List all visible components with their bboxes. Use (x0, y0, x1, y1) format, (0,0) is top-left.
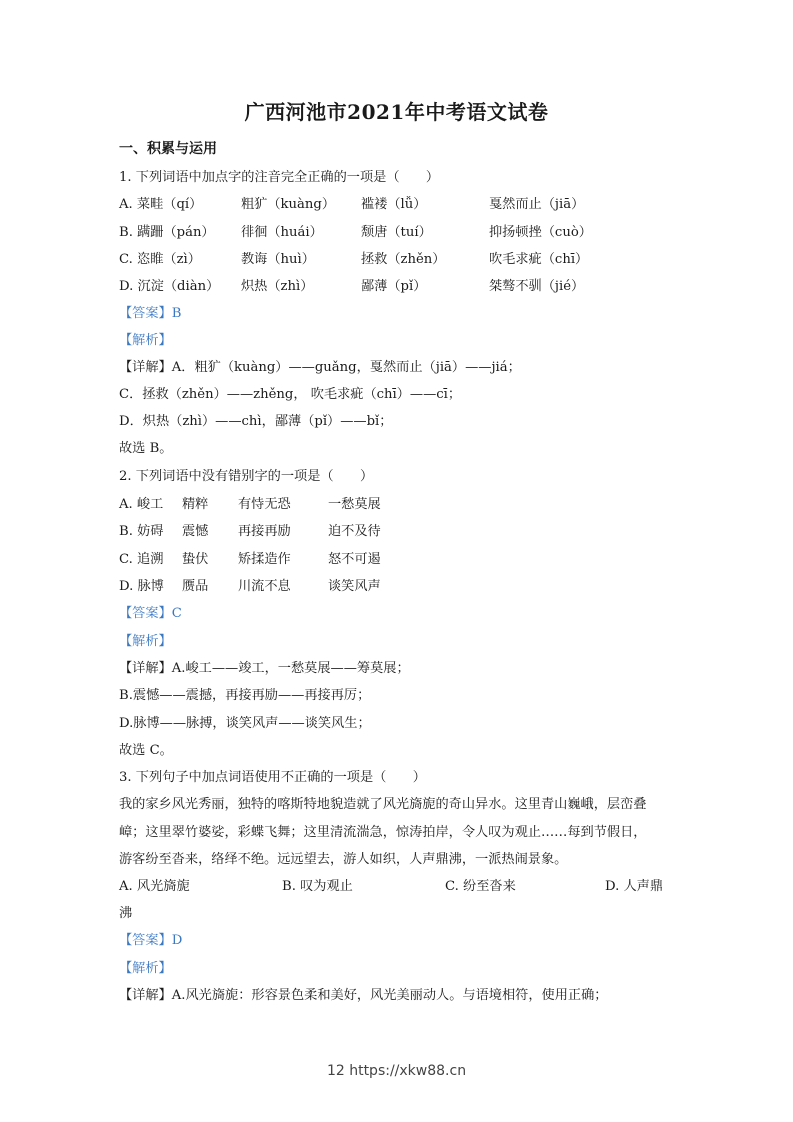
q3-passage-2: 嶂；这里翠竹婆娑，彩蝶飞舞；这里清流湍急，惊涛拍岸，令人叹为观止……每到节假日， (119, 825, 647, 840)
q1-option-c (119, 249, 679, 271)
q3-detail-1: 【详解】A.风光旖旎：形容景色柔和美好，风光美丽动人。与语境相符，使用正确； (119, 988, 608, 1003)
q1-b-2: 徘徊（huái） (241, 225, 323, 240)
q1-d-3: 鄙薄（pǐ） (361, 279, 427, 294)
q1-option-d (119, 276, 679, 298)
q1-c-3: 拯救（zhěn） (361, 252, 446, 267)
q3-option-a: A. 风光旖旎 (119, 879, 190, 894)
q2-detail-1: 【详解】A.峻工——竣工，一愁莫展——筹莫展； (119, 661, 410, 676)
q1-answer: 【答案】B (119, 306, 182, 321)
q1-b-3: 颓唐（tuí） (361, 225, 432, 240)
q2-analysis-label: 【解析】 (119, 634, 172, 649)
q1-detail-2: C．拯救（zhěn）——zhěng， 吹毛求疵（chī）——cī； (119, 387, 462, 402)
q2-a-1: A. 峻工 (119, 497, 164, 512)
q1-conclusion: 故选 B。 (119, 441, 173, 456)
q3-option-b: B. 叹为观止 (282, 879, 353, 894)
q1-a-1: A. 菜畦（qí） (119, 197, 203, 212)
q2-option-d (119, 576, 679, 598)
q2-option-a (119, 494, 679, 516)
q2-b-3: 再接再励 (238, 524, 291, 539)
page-title: 广西河池市2021年中考语文试卷 (244, 100, 549, 124)
q2-option-b (119, 521, 679, 543)
q2-b-1: B. 妨碍 (119, 524, 164, 539)
q2-b-2: 震憾 (182, 524, 209, 539)
q3-answer: 【答案】D (119, 933, 183, 948)
q2-d-1: D. 脉博 (119, 579, 164, 594)
q2-d-3: 川流不息 (238, 579, 291, 594)
q2-stem: 2. 下列词语中没有错别字的一项是（ ） (119, 469, 374, 484)
q1-d-1: D. 沉淀（diàn） (119, 279, 220, 294)
q2-d-4: 谈笑风声 (328, 579, 381, 594)
q2-conclusion: 故选 C。 (119, 743, 173, 758)
q2-b-4: 迫不及待 (328, 524, 381, 539)
q2-a-4: 一愁莫展 (328, 497, 381, 512)
q1-option-b (119, 222, 679, 244)
q1-d-4: 桀骜不驯（jié） (489, 279, 585, 294)
q3-passage-3: 游客纷至沓来，络绎不绝。远远望去，游人如织，人声鼎沸，一派热闹景象。 (119, 852, 568, 867)
q1-b-1: B. 蹒跚（pán） (119, 225, 215, 240)
q2-a-3: 有恃无恐 (238, 497, 291, 512)
q3-option-c: C. 纷至沓来 (445, 879, 516, 894)
q2-c-2: 蛰伏 (182, 552, 209, 567)
q1-a-4: 戛然而止（jiā） (489, 197, 585, 212)
q1-d-2: 炽热（zhì） (241, 279, 314, 294)
q2-detail-2: B.震憾——震撼，再接再励——再接再厉； (119, 688, 371, 703)
q3-stem: 3. 下列句子中加点词语使用不正确的一项是（ ） (119, 770, 426, 785)
q1-a-3: 褴褛（lǚ） (361, 197, 427, 212)
q1-detail-1: 【详解】A．粗犷（kuàng）——guǎng，戛然而止（jiā）——jiá； (119, 360, 521, 375)
q1-analysis-label: 【解析】 (119, 333, 172, 348)
q2-c-3: 矫揉造作 (238, 552, 291, 567)
q2-option-c (119, 549, 679, 571)
q2-c-1: C. 追溯 (119, 552, 164, 567)
q3-analysis-label: 【解析】 (119, 961, 172, 976)
q1-option-a (119, 194, 679, 216)
q2-c-4: 怒不可遏 (328, 552, 381, 567)
q3-option-d: D. 人声鼎 (605, 879, 664, 894)
q1-c-4: 吹毛求疵（chī） (489, 252, 589, 267)
q1-c-2: 教诲（huì） (241, 252, 315, 267)
q2-d-2: 赝品 (182, 579, 209, 594)
q1-a-2: 粗犷（kuàng） (241, 197, 336, 212)
q1-b-4: 抑扬顿挫（cuò） (489, 225, 592, 240)
q3-option-d-wrap: 沸 (119, 906, 133, 921)
q1-stem: 1. 下列词语中加点字的注音完全正确的一项是（ ） (119, 170, 440, 185)
page-footer: 12 https://xkw88.cn (326, 1063, 467, 1079)
q3-options (119, 876, 679, 898)
q2-a-2: 精粹 (182, 497, 209, 512)
q2-detail-3: D.脉博——脉搏，谈笑风声——谈笑风生； (119, 716, 371, 731)
section-heading: 一、积累与运用 (119, 141, 217, 157)
q1-c-1: C. 恣睢（zì） (119, 252, 201, 267)
q1-detail-3: D．炽热（zhì）——chì，鄙薄（pǐ）——bǐ； (119, 414, 393, 429)
q3-passage-1: 我的家乡风光秀丽，独特的喀斯特地貌造就了风光旖旎的奇山异水。这里青山巍峨，层峦叠 (119, 797, 647, 812)
q2-answer: 【答案】C (119, 606, 182, 621)
